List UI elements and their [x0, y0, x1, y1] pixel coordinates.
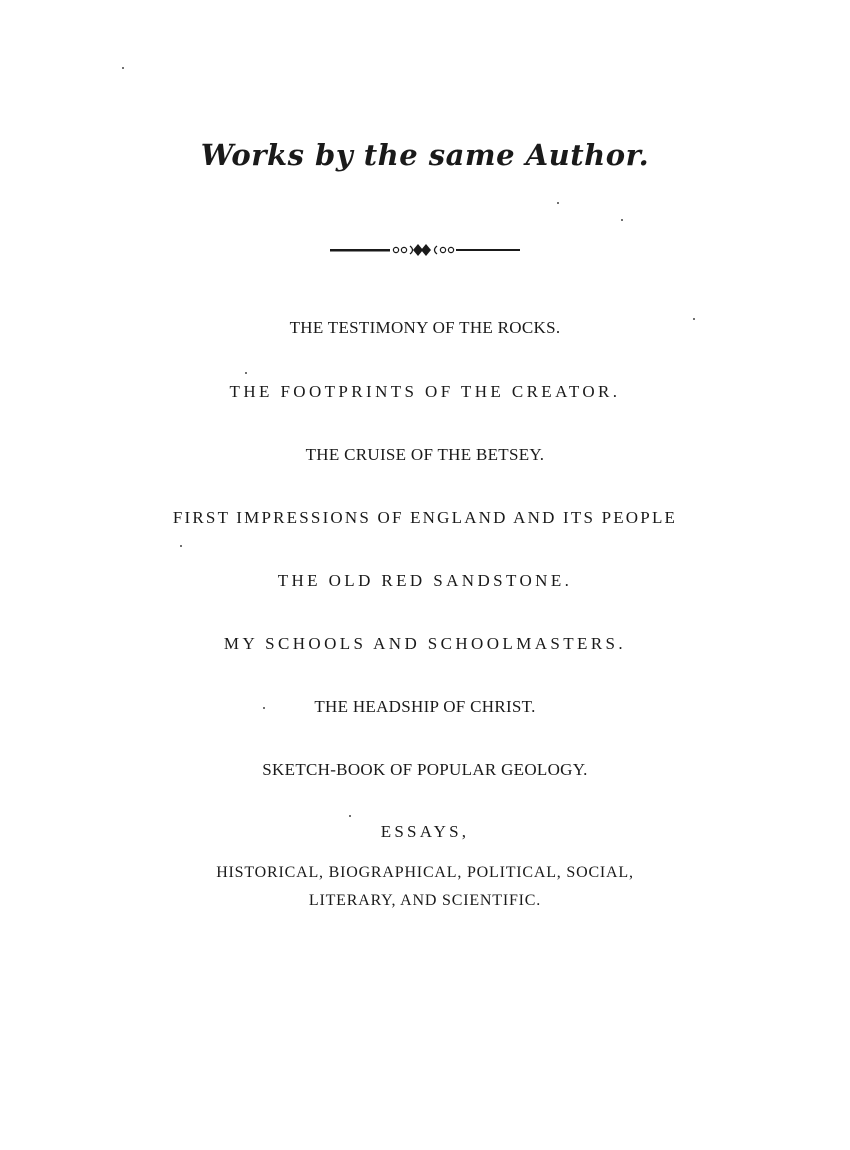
paper-speck: [349, 815, 351, 817]
essays-subtitle-line-1: HISTORICAL, BIOGRAPHICAL, POLITICAL, SOCIAL,: [216, 864, 634, 881]
work-title-headship-of-christ: THE HEADSHIP OF CHRIST.: [314, 697, 536, 716]
paper-speck: [621, 219, 623, 221]
page-title: Works by the same Author.: [200, 138, 650, 172]
work-title-cruise-of-the-betsey: THE CRUISE OF THE BETSEY.: [305, 445, 545, 464]
work-title-old-red-sandstone: THE OLD RED SANDSTONE.: [277, 571, 573, 590]
paper-speck: [180, 545, 182, 547]
work-title-footprints-of-the-creator: THE FOOTPRINTS OF THE CREATOR.: [229, 382, 621, 401]
paper-speck: [245, 372, 247, 374]
essays-subtitle-line-2: LITERARY, AND SCIENTIFIC.: [308, 892, 542, 909]
work-title-my-schools-and-schoolmasters: MY SCHOOLS AND SCHOOLMASTERS.: [223, 634, 627, 653]
paper-speck: [557, 202, 559, 204]
work-title-testimony-of-the-rocks: THE TESTIMONY OF THE ROCKS.: [289, 318, 561, 337]
work-title-sketch-book-of-popular-geology: SKETCH-BOOK OF POPULAR GEOLOGY.: [262, 760, 588, 779]
essays-heading: ESSAYS,: [380, 822, 470, 841]
ornament-divider-icon: [330, 240, 520, 260]
paper-speck: [122, 67, 124, 69]
paper-speck: [263, 707, 265, 709]
work-title-first-impressions-of-england: FIRST IMPRESSIONS OF ENGLAND AND ITS PEOPLE: [172, 508, 678, 527]
paper-speck: [693, 318, 695, 320]
